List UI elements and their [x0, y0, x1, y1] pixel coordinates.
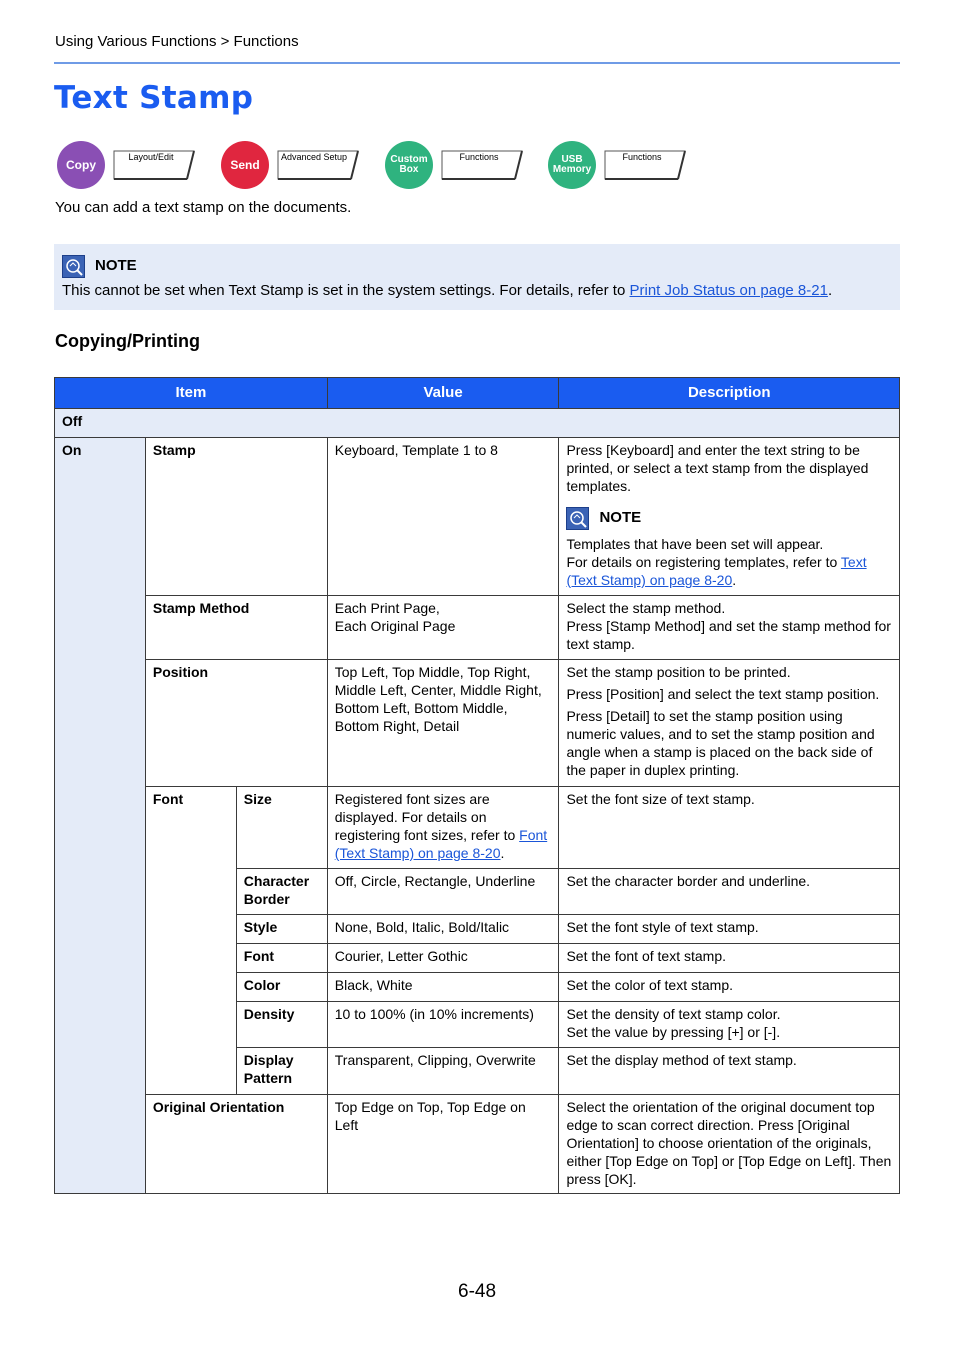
row-description: Select the orientation of the original document top edge to scan correct direction. Press [Original Orientation] to choose orientation of the originals, either [Top Edge on Top] or [Top Edge on Left]. Then press [OK].	[559, 1095, 900, 1194]
row-label: Stamp Method	[145, 596, 327, 660]
row-sublabel: Density	[236, 1002, 327, 1048]
send-mode-icon: Send	[221, 141, 269, 189]
note-icon	[566, 507, 589, 530]
table-row-font-size	[55, 787, 900, 869]
mode-tab	[113, 150, 195, 180]
row-value: Registered font sizes are displayed. For details on registering font sizes, refer to Font (Text Stamp) on page 8-20.	[327, 787, 559, 869]
header-value: Value	[327, 378, 559, 409]
row-description: Set the stamp position to be printed. Press [Position] and select the text stamp position. Press [Detail] to set the stamp position using numeric values, and to set the stamp position and angle when a stamp is placed on the back side of the paper in duplex printing.	[559, 660, 900, 787]
mode-tab-label: Layout/Edit	[128, 152, 174, 162]
row-value: Top Edge on Top, Top Edge on Left	[327, 1095, 559, 1194]
row-label: Position	[145, 660, 327, 787]
row-sublabel: Font	[236, 944, 327, 973]
note-box	[54, 244, 900, 310]
table-row-stamp-method	[55, 596, 900, 660]
row-description: Press [Keyboard] and enter the text string to be printed, or select a text stamp from the displayed templates. NOTE Templates that have been set will appear. For details on registering templates, refer to Text (Text Stamp) on page 8-20.	[559, 438, 900, 596]
row-value: Black, White	[327, 973, 559, 1002]
note-heading: NOTE	[599, 509, 642, 526]
note-text: This cannot be set when Text Stamp is set in the system settings. For details, refer to Print Job Status on page 8-21.	[62, 282, 833, 299]
row-sublabel: Color	[236, 973, 327, 1002]
row-value: Courier, Letter Gothic	[327, 944, 559, 973]
row-sublabel: Style	[236, 915, 327, 944]
note-heading: NOTE	[95, 257, 137, 274]
row-description: Set the display method of text stamp.	[559, 1048, 900, 1095]
row-description: Set the font style of text stamp.	[559, 915, 900, 944]
page-title: Text Stamp	[54, 80, 254, 116]
note-icon	[62, 255, 85, 278]
row-value: Off, Circle, Rectangle, Underline	[327, 869, 559, 915]
table-row-off	[55, 409, 900, 438]
row-description: Select the stamp method. Press [Stamp Method] and set the stamp method for text stamp.	[559, 596, 900, 660]
row-label: Original Orientation	[145, 1095, 327, 1194]
row-value: Keyboard, Template 1 to 8	[327, 438, 559, 596]
breadcrumb: Using Various Functions > Functions	[55, 33, 299, 50]
usb-memory-mode-icon: USB Memory	[548, 141, 596, 189]
header-description: Description	[559, 378, 900, 409]
row-description: Set the font size of text stamp.	[559, 787, 900, 869]
inner-note	[566, 505, 892, 535]
mode-tab-label: Functions	[622, 152, 662, 162]
row-label: Stamp	[145, 438, 327, 596]
font-text-stamp-link[interactable]: Font (Text Stamp) on page 8-20	[334, 827, 548, 861]
intro-text: You can add a text stamp on the documents.	[55, 199, 352, 216]
table-row-stamp	[55, 438, 900, 596]
print-job-status-link[interactable]: Print Job Status on page 8-21	[629, 282, 828, 299]
row-value: 10 to 100% (in 10% increments)	[327, 1002, 559, 1048]
header-item: Item	[55, 378, 328, 409]
row-value: None, Bold, Italic, Bold/Italic	[327, 915, 559, 944]
settings-table	[54, 377, 900, 1194]
mode-tab-label: Advanced Setup	[280, 152, 348, 162]
row-sublabel: Display Pattern	[236, 1048, 327, 1095]
mode-tab	[441, 150, 523, 180]
custom-box-mode-icon: Custom Box	[385, 141, 433, 189]
copy-mode-icon: Copy	[57, 141, 105, 189]
row-value: Top Left, Top Middle, Top Right, Middle Left, Center, Middle Right, Bottom Left, Bottom Middle, Bottom Right, Detail	[327, 660, 559, 787]
row-description: Set the character border and underline.	[559, 869, 900, 915]
on-label: On	[55, 438, 146, 1194]
row-value: Each Print Page, Each Original Page	[327, 596, 559, 660]
row-description: Set the font of text stamp.	[559, 944, 900, 973]
row-description: Set the density of text stamp color. Set the value by pressing [+] or [-].	[559, 1002, 900, 1048]
row-value: Transparent, Clipping, Overwrite	[327, 1048, 559, 1095]
row-description: Set the color of text stamp.	[559, 973, 900, 1002]
row-label: Font	[145, 787, 236, 1095]
text-stamp-link[interactable]: Text (Text Stamp) on page 8-20	[566, 554, 867, 588]
row-sublabel: Character Border	[236, 869, 327, 915]
header-rule	[54, 62, 900, 64]
mode-tab-label: Functions	[459, 152, 499, 162]
mode-tab	[277, 150, 359, 180]
page-number: 6-48	[458, 1281, 497, 1302]
table-row-position	[55, 660, 900, 787]
table-header-row	[55, 378, 900, 409]
mode-bar	[57, 141, 697, 189]
row-sublabel: Size	[236, 787, 327, 869]
section-title: Copying/Printing	[55, 331, 200, 351]
mode-tab	[604, 150, 686, 180]
off-label: Off	[55, 409, 900, 438]
table-row-original-orientation	[55, 1095, 900, 1194]
